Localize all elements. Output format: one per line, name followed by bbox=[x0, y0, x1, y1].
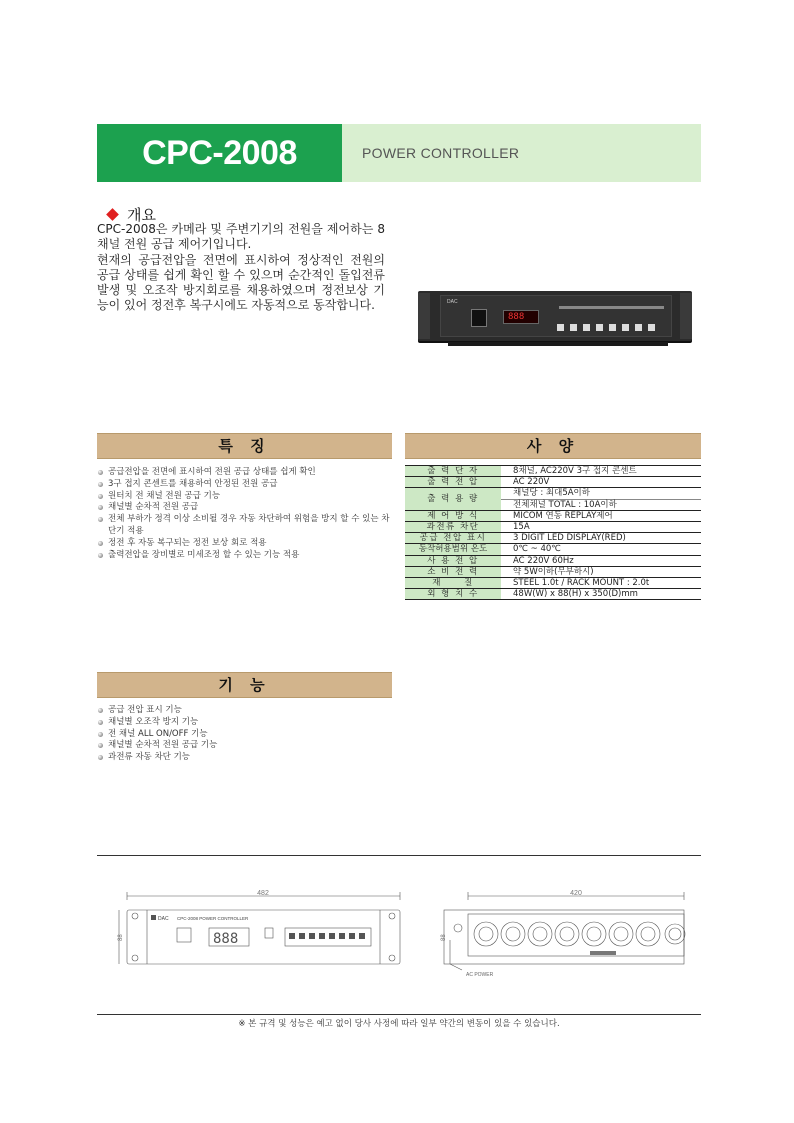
channel-button-icon bbox=[596, 324, 603, 331]
spec-key: 과전류 차단 bbox=[405, 522, 501, 533]
rack-ear-left bbox=[418, 293, 430, 339]
device-front-panel bbox=[440, 295, 672, 337]
channel-button-icon bbox=[622, 324, 629, 331]
list-item: 3구 접지 콘센트를 채용하여 안정된 전원 공급 bbox=[97, 479, 392, 491]
list-item: 채널별 순차적 전원 공급 bbox=[97, 502, 392, 514]
divider bbox=[97, 855, 701, 856]
spec-value: 채널당 : 최대5A이하 bbox=[501, 488, 701, 499]
features-heading: 특 징 bbox=[97, 433, 392, 459]
device-feet bbox=[448, 342, 668, 346]
spec-value: 48W(W) x 88(H) x 350(D)mm bbox=[501, 589, 701, 600]
table-row bbox=[405, 544, 701, 555]
spec-key: 출 력 단 자 bbox=[405, 466, 501, 477]
features-list bbox=[97, 467, 392, 561]
list-item: 전 채널 ALL ON/OFF 기능 bbox=[97, 729, 392, 741]
list-item: 출력전압을 장비별로 미세조정 할 수 있는 기능 적용 bbox=[97, 550, 392, 562]
list-item: 채널별 오조작 방지 기능 bbox=[97, 717, 392, 729]
front-panel-drawing bbox=[115, 890, 410, 970]
list-item: 정전 후 자동 복구되는 정전 보상 회로 적용 bbox=[97, 538, 392, 550]
table-row bbox=[405, 466, 701, 477]
spec-value: AC 220V bbox=[501, 477, 701, 488]
table-row bbox=[405, 566, 701, 577]
rear-panel-drawing bbox=[440, 890, 690, 978]
diamond-bullet-icon bbox=[106, 208, 119, 221]
functions-heading: 기 능 bbox=[97, 672, 392, 698]
spec-key: 출 력 전 압 bbox=[405, 477, 501, 488]
spec-key: 사 용 전 압 bbox=[405, 555, 501, 566]
rear-power-label: AC POWER bbox=[466, 972, 494, 978]
led-display bbox=[503, 310, 539, 324]
channel-label-strip bbox=[559, 306, 664, 309]
table-row bbox=[405, 555, 701, 566]
table-row bbox=[405, 589, 701, 600]
spec-key: 재 질 bbox=[405, 578, 501, 589]
list-item: 전체 부하가 정격 이상 소비될 경우 자동 차단하여 위험을 방지 할 수 있는 차단기 적용 bbox=[97, 514, 392, 538]
header-subtitle-block bbox=[342, 124, 701, 182]
spec-key: 제 어 방 식 bbox=[405, 510, 501, 521]
channel-button-icon bbox=[635, 324, 642, 331]
product-subtitle: POWER CONTROLLER bbox=[362, 145, 520, 161]
rack-ear-right bbox=[680, 293, 692, 339]
table-row bbox=[405, 578, 701, 589]
spec-key: 소 비 전 력 bbox=[405, 566, 501, 577]
channel-button-icon bbox=[557, 324, 564, 331]
front-title: CPC-2008 POWER CONTROLLER bbox=[177, 916, 249, 921]
spec-value: AC 220V 60Hz bbox=[501, 555, 701, 566]
table-row bbox=[405, 488, 701, 499]
table-row bbox=[405, 533, 701, 544]
spec-value: 8채널, AC220V 3구 접지 콘센트 bbox=[501, 466, 701, 477]
overview-paragraph: 현재의 공급전압을 전면에 표시하여 정상적인 전원의 공급 상태를 쉽게 확인 할 수 있으며 순간적인 돌입전류 발생 및 오조작 방지회로를 채용하였으며 정전보상 기능이 있어 정전후 복구시에도 자동적으로 동작합니다. bbox=[97, 252, 385, 313]
front-led: 888 bbox=[213, 931, 239, 947]
overview-text bbox=[97, 222, 385, 314]
spec-value: STEEL 1.0t / RACK MOUNT : 2.0t bbox=[501, 578, 701, 589]
device-brand: DAC bbox=[447, 299, 458, 305]
table-row bbox=[405, 522, 701, 533]
overview-title: 개요 bbox=[127, 206, 156, 224]
spec-key: 외 형 치 수 bbox=[405, 589, 501, 600]
rear-width-dim: 420 bbox=[570, 890, 582, 897]
spec-value: 약 5W이하(무부하시) bbox=[501, 566, 701, 577]
functions-list bbox=[97, 705, 392, 764]
spec-value: 0℃ ~ 40℃ bbox=[501, 544, 701, 555]
channel-button-icon bbox=[570, 324, 577, 331]
spec-value: 3 DIGIT LED DISPLAY(RED) bbox=[501, 533, 701, 544]
rear-label-plate bbox=[590, 951, 616, 955]
front-height-dim: 88 bbox=[118, 934, 124, 941]
list-item: 원터치 전 채널 전원 공급 기능 bbox=[97, 491, 392, 503]
list-item: 공급 전압 표시 기능 bbox=[97, 705, 392, 717]
spec-key: 출 력 용 량 bbox=[405, 488, 501, 510]
overview-paragraph: CPC-2008은 카메라 및 주변기기의 전원을 제어하는 8채널 전원 공급 제어기입니다. bbox=[97, 222, 385, 252]
footer-note: ※ 본 규격 및 성능은 예고 없이 당사 사정에 따라 일부 약간의 변동이 있을 수 있습니다. bbox=[238, 1019, 560, 1029]
spec-value: 전체채널 TOTAL : 10A이하 bbox=[501, 499, 701, 510]
channel-button-icon bbox=[648, 324, 655, 331]
led-digits: 888 bbox=[508, 312, 525, 322]
front-width-dim: 482 bbox=[257, 890, 269, 897]
divider bbox=[97, 1014, 701, 1015]
list-item: 채널별 순차적 전원 공급 기능 bbox=[97, 740, 392, 752]
channel-button-icon bbox=[609, 324, 616, 331]
channel-button-icon bbox=[583, 324, 590, 331]
channel-buttons bbox=[557, 316, 661, 335]
rear-height-dim: 88 bbox=[441, 934, 447, 941]
spec-value: MICOM 연동 REPLAY제어 bbox=[501, 510, 701, 521]
table-row bbox=[405, 477, 701, 488]
header-model-block bbox=[97, 124, 342, 182]
specs-heading: 사 양 bbox=[405, 433, 701, 459]
device-photo bbox=[418, 291, 692, 341]
list-item: 과전류 자동 차단 기능 bbox=[97, 752, 392, 764]
model-title: CPC-2008 bbox=[142, 134, 297, 172]
table-row bbox=[405, 510, 701, 521]
power-switch-icon bbox=[471, 309, 487, 327]
spec-key: 동작허용범위 온도 bbox=[405, 544, 501, 555]
spec-value: 15A bbox=[501, 522, 701, 533]
spec-key: 공급 전압 표시 bbox=[405, 533, 501, 544]
list-item: 공급전압을 전면에 표시하여 전원 공급 상태를 쉽게 확인 bbox=[97, 467, 392, 479]
spec-table bbox=[405, 465, 701, 600]
front-brand: DAC bbox=[158, 916, 169, 922]
